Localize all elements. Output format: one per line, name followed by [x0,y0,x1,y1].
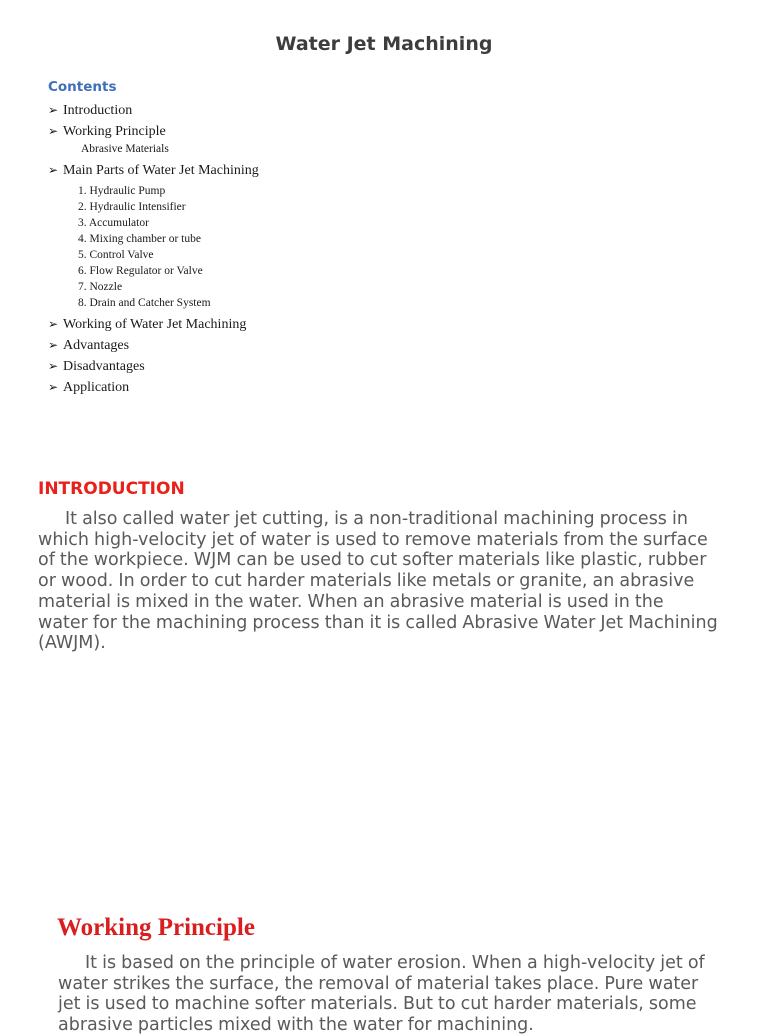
toc-item-label: Working Principle [63,124,166,139]
toc-item-label: Working of Water Jet Machining [63,317,247,332]
toc-item-label: Introduction [63,103,133,118]
toc-numbered-sublist [48,183,259,311]
table-of-contents [48,100,259,398]
toc-item-working-of-wjm[interactable] [48,314,259,335]
arrow-bullet-icon: ➢ [48,103,59,117]
toc-subitem-accumulator[interactable]: 3. Accumulator [78,217,149,229]
toc-subitem-mixing-chamber[interactable]: 4. Mixing chamber or tube [78,233,201,245]
toc-item-introduction[interactable] [48,100,259,121]
toc-subitem-flow-regulator[interactable]: 6. Flow Regulator or Valve [78,265,203,277]
arrow-bullet-icon: ➢ [48,163,59,177]
toc-subitem-nozzle[interactable]: 7. Nozzle [78,281,123,293]
toc-item-advantages[interactable] [48,335,259,356]
toc-item-label: Advantages [63,338,130,353]
toc-item-label: Application [63,380,130,395]
introduction-heading: INTRODUCTION [38,479,185,499]
arrow-bullet-icon: ➢ [48,317,59,331]
toc-item-application[interactable] [48,377,259,398]
toc-subitem-hydraulic-intensifier[interactable]: 2. Hydraulic Intensifier [78,201,186,213]
toc-subitem-hydraulic-pump[interactable]: 1. Hydraulic Pump [78,185,166,197]
toc-subitem-abrasive-materials[interactable]: Abrasive Materials [81,143,169,155]
arrow-bullet-icon: ➢ [48,380,59,394]
arrow-bullet-icon: ➢ [48,359,59,373]
contents-heading: Contents [48,79,117,95]
toc-item-label: Main Parts of Water Jet Machining [63,163,259,178]
working-principle-heading: Working Principle [57,914,255,941]
toc-subitem-drain-catcher[interactable]: 8. Drain and Catcher System [78,297,211,309]
toc-item-label: Disadvantages [63,359,145,374]
toc-item-main-parts[interactable] [48,160,259,181]
arrow-bullet-icon: ➢ [48,124,59,138]
document-title: Water Jet Machining [275,33,493,55]
introduction-paragraph: It also called water jet cutting, is a non-traditional machining process in which high-velocity jet of water is used to remove materials from the surface of the workpiece. WJM can be used to cut softer materials like plastic, rubber or wood. In order to cut harder materials like metals or granite, an abrasive material is mixed in the water. When an abrasive material is used in the water for the machining process than it is called Abrasive Water Jet Machining (AWJM). [38,509,718,654]
arrow-bullet-icon: ➢ [48,338,59,352]
toc-subitem-control-valve[interactable]: 5. Control Valve [78,249,154,261]
toc-item-disadvantages[interactable] [48,356,259,377]
toc-item-working-principle[interactable] [48,121,259,142]
working-principle-paragraph: It is based on the principle of water erosion. When a high-velocity jet of water strikes the surface, the removal of material takes place. Pure water jet is used to machine softer materials. But to cut harder materials, some abrasive particles mixed with the water for machining. [58,953,705,1036]
